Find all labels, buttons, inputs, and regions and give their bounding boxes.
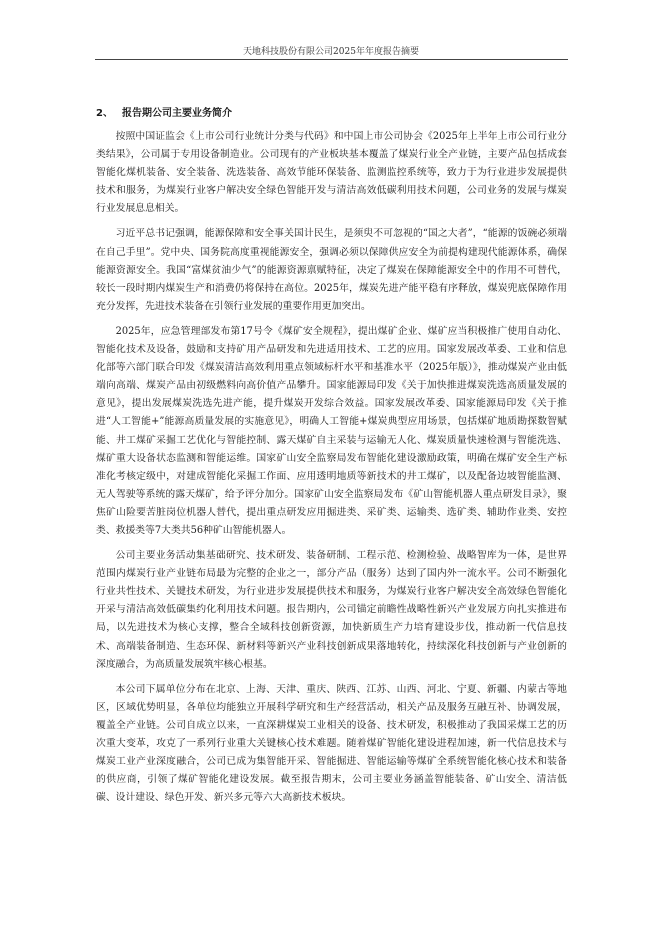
section-heading [96,107,567,121]
paragraph-main-business: 公司主要业务活动集基础研究、技术研发、装备研制、工程示范、检测检验、战略智库为一体，是世界范围内煤炭行业产业链布局最为完整的企业之一，部分产品（服务）达到了国内外一流水平。公司不断强化行业共性技术、关键技术研发，为行业进步发展提供技术和服务，为煤炭行业客户解决安全高效绿色智能化开采与清洁高效低碳集约化利用技术问题。报告期内，公司锚定前瞻性战略性新兴产业发展方向扎实推进布局，以先进技术为核心支撑，整合全域科技创新资源，加快新质生产力培育建设步伐，推动新一代信息技术、高端装备制造、生态环保、新材料等新兴产业科技创新成果落地转化，持续深化科技创新与产业创新的深度融合，为高质量发展筑牢核心根基。 [96,550,567,670]
running-header: 天地科技股份有限公司2025年年度报告摘要 [243,47,419,57]
header-divider [95,59,568,60]
main-content [96,107,567,814]
section-number: 2、 [96,108,113,119]
paragraph-industry-classification: 按照中国证监会《上市公司行业统计分类与代码》和中国上市公司协会《2025年上半年上市公司行业分类结果》，公司属于专用设备制造业。公司现有的产业板块基本覆盖了煤炭行业全产业链，主要产品包括成套智能化煤机装备、安全装备、洗选装备、高效节能环保装备、监测监控系统等，致力于为行业进步发展提供技术和服务，为煤炭行业客户解决安全绿色智能开发与清洁高效低碳利用技术问题，公司业务的发展与煤炭行业发展息息相关。 [96,131,567,215]
paragraph-energy-security: 习近平总书记强调，能源保障和安全事关国计民生，是须臾不可忽视的“国之大者”，“能源的饭碗必须端在自己手里”。党中央、国务院高度重视能源安全，强调必须以保障供应安全为前提构建现代能源体系，确保能源资源安全。我国“富煤贫油少气”的能源资源禀赋特征，决定了煤炭在保障能源安全中的作用不可替代，较长一段时期内煤炭生产和消费仍将保持在高位。2025年，煤炭先进产能平稳有序释放，煤炭兜底保障作用充分发挥，先进技术装备在引领行业发展的重要作用更加突出。 [96,228,567,312]
paragraph-policy-environment: 2025年，应急管理部发布第17号令《煤矿安全规程》，提出煤矿企业、煤矿应当积极推广使用自动化、智能化技术及设备，鼓励和支持矿用产品研发和先进适用技术、工艺的应用。国家发展改革委、工业和信息化部等六部门联合印发《煤炭清洁高效利用重点领域标杆水平和基准水平（2025年版）》，推动煤炭产业由低端向高端、煤炭产品由初级燃料向高价值产品攀升。国家能源局印发《关于加快推进煤炭洗选高质量发展的意见》，提出发展煤炭洗选先进产能，提升煤炭开发综合效益。国家发展改革委、国家能源局印发《关于推进“人工智能+”能源高质量发展的实施意见》，明确人工智能+煤炭典型应用场景，包括煤矿地质勘探数智赋能、井工煤矿采掘工艺优化与智能控制、露天煤矿自主采装与运输无人化、煤炭质量快速检测与智能洗选、煤矿重大设备状态监测和智能运维。国家矿山安全监察局发布智能化建设激励政策，明确在煤矿安全生产标准化考核定级中，对建成智能化采掘工作面、应用透明地质等新技术的井工煤矿，以及配备边坡智能监测、无人驾驶等系统的露天煤矿，给予评分加分。国家矿山安全监察局发布《矿山智能机器人重点研发目录》，聚焦矿山险要苦脏岗位机器人替代，提出重点研发应用掘进类、采矿类、运输类、选矿类、辅助作业类、安控类、救援类等7大类共56种矿山智能机器人。 [96,325,567,536]
paragraph-subsidiaries: 本公司下属单位分布在北京、上海、天津、重庆、陕西、江苏、山西、河北、宁夏、新疆、内蒙古等地区，区域优势明显，各单位均能独立开展科学研究和生产经营活动，相关产品及服务互融互补、协调发展，覆盖全产业链。公司自成立以来，一直深耕煤炭工业相关的设备、技术研发，积极推动了我国采煤工艺的历次重大变革，攻克了一系列行业重大关键核心技术难题。随着煤矿智能化建设进程加速，新一代信息技术与煤炭工业产业深度融合，公司已成为集智能开采、智能掘进、智能运输等煤矿全系统智能化核心技术和装备的供应商，引领了煤矿智能化建设发展。截至报告期末，公司主要业务涵盖智能装备、矿山安全、清洁低碳、设计建设、绿色开发、新兴多元等六大高新技术板块。 [96,683,567,804]
section-title: 报告期公司主要业务简介 [122,108,232,119]
